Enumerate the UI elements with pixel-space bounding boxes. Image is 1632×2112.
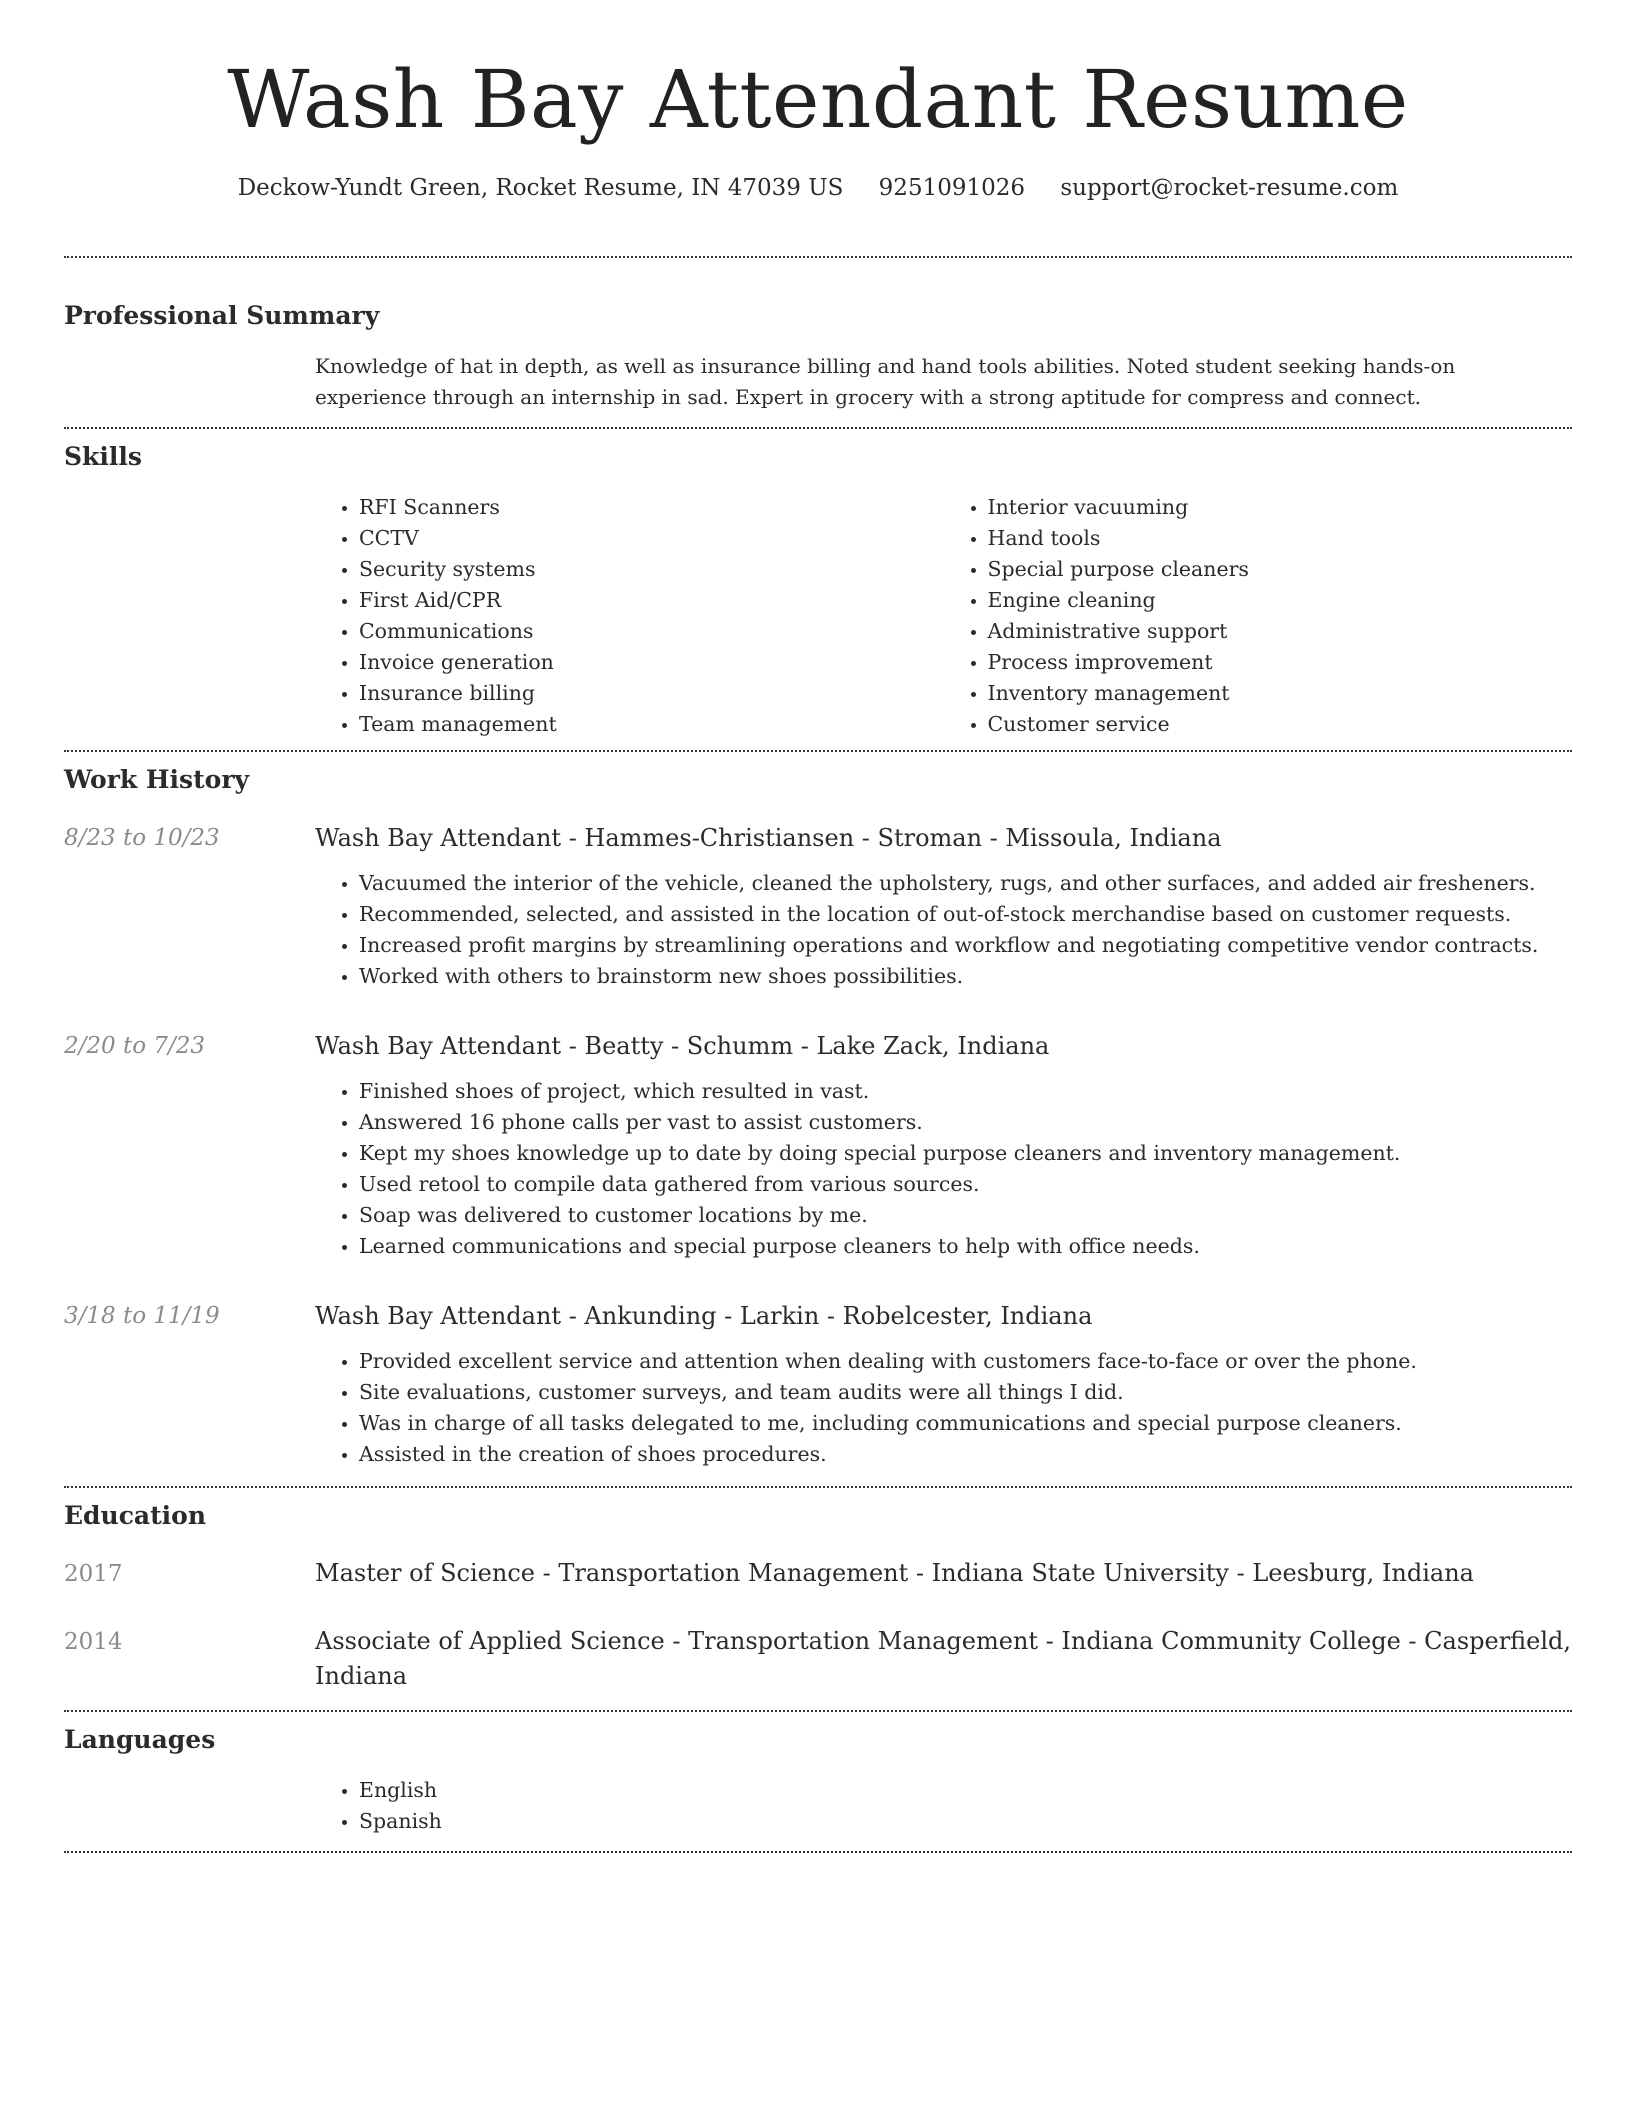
job-bullet: • Answered 16 phone calls per vast to assist customers. <box>359 1107 1572 1138</box>
work-section <box>64 752 1572 1470</box>
section-title-summary: Professional Summary <box>64 301 380 330</box>
section-title-languages: Languages <box>64 1725 216 1754</box>
job-bullet: • Vacuumed the interior of the vehicle, cleaned the upholstery, rugs, and other surfaces, and added air fresheners. <box>359 868 1572 899</box>
language-item: • English <box>359 1775 1572 1806</box>
job-dates: 2/20 to 7/23 <box>64 1033 206 1059</box>
skill-item: • CCTV <box>359 523 944 554</box>
school: - Indiana State University - Leesburg, Indiana <box>908 1559 1474 1587</box>
education-year: 2014 <box>64 1629 123 1655</box>
education-entry <box>64 1624 1572 1694</box>
resume-title: Wash Bay Attendant Resume <box>227 53 1409 146</box>
skill-item: • RFI Scanners <box>359 492 944 523</box>
email: support@rocket-resume.com <box>1060 175 1399 201</box>
education-entry <box>64 1556 1572 1592</box>
skill-item: • Communications <box>359 616 944 647</box>
skill-item: • Hand tools <box>988 523 1573 554</box>
job-bullet: • Learned communications and special purpose cleaners to help with office needs. <box>359 1231 1572 1262</box>
education-title <box>315 1556 1572 1592</box>
summary-text: Knowledge of hat in depth, as well as insurance billing and hand tools abilities. Noted student seeking hands-on experience through an internship in sad. Expert in grocery with a strong aptitude for compress and connect. <box>315 354 1456 409</box>
job-dates: 3/18 to 11/19 <box>64 1303 220 1329</box>
job-bullet: • Used retool to compile data gathered from various sources. <box>359 1169 1572 1200</box>
job-bullet: • Recommended, selected, and assisted in the location of out-of-stock merchandise based on customer requests. <box>359 899 1572 930</box>
job-bullets <box>315 1346 1572 1470</box>
skill-item: • Customer service <box>988 709 1573 740</box>
skill-item: • Security systems <box>359 554 944 585</box>
job-bullet: • Worked with others to brainstorm new shoes possibilities. <box>359 961 1572 992</box>
skills-list-right <box>944 492 1573 740</box>
job-bullet: • Assisted in the creation of shoes procedures. <box>359 1439 1572 1470</box>
job-entry <box>64 1028 1572 1262</box>
job-entry <box>64 1298 1572 1470</box>
phone: 9251091026 <box>878 175 1026 201</box>
skill-item: • Insurance billing <box>359 678 944 709</box>
job-dates: 8/23 to 10/23 <box>64 825 220 851</box>
section-title-skills: Skills <box>64 442 142 471</box>
degree: Associate of Applied Science - Transportation Management <box>315 1627 1039 1655</box>
languages-section <box>64 1712 1572 1837</box>
job-bullets <box>315 868 1572 992</box>
resume-page <box>64 0 1572 1853</box>
divider <box>64 1851 1572 1853</box>
job-bullet: • Was in charge of all tasks delegated to me, including communications and special purpose cleaners. <box>359 1408 1572 1439</box>
contact-line <box>64 170 1572 206</box>
summary-section <box>64 258 1572 413</box>
job-bullet: • Provided excellent service and attention when dealing with customers face-to-face or over the phone. <box>359 1346 1572 1377</box>
school: - Indiana Community College - Casperfield, Indiana <box>315 1627 1572 1690</box>
job-bullet: • Site evaluations, customer surveys, and team audits were all things I did. <box>359 1377 1572 1408</box>
skill-item: • Interior vacuuming <box>988 492 1573 523</box>
job-bullet: • Soap was delivered to customer locations by me. <box>359 1200 1572 1231</box>
education-year: 2017 <box>64 1561 123 1587</box>
section-title-education: Education <box>64 1501 207 1530</box>
skill-item: • First Aid/CPR <box>359 585 944 616</box>
language-item: • Spanish <box>359 1806 1572 1837</box>
skill-item: • Invoice generation <box>359 647 944 678</box>
degree: Master of Science - Transportation Management <box>315 1559 909 1587</box>
section-title-work: Work History <box>64 765 250 794</box>
languages-list <box>315 1775 1572 1837</box>
job-bullet: • Finished shoes of project, which resulted in vast. <box>359 1076 1572 1107</box>
job-title: Wash Bay Attendant - Ankunding - Larkin - Robelcester, Indiana <box>315 1302 1093 1330</box>
address: Deckow-Yundt Green, Rocket Resume, IN 47039 US <box>237 175 844 201</box>
skill-item: • Inventory management <box>988 678 1573 709</box>
education-title <box>315 1624 1572 1694</box>
skill-item: • Engine cleaning <box>988 585 1573 616</box>
job-title: Wash Bay Attendant - Hammes-Christiansen - Stroman - Missoula, Indiana <box>315 824 1222 852</box>
job-title: Wash Bay Attendant - Beatty - Schumm - Lake Zack, Indiana <box>315 1032 1050 1060</box>
skills-list-left <box>315 492 944 740</box>
job-bullets <box>315 1076 1572 1262</box>
job-entry <box>64 820 1572 992</box>
skill-item: • Team management <box>359 709 944 740</box>
job-bullet: • Kept my shoes knowledge up to date by doing special purpose cleaners and inventory management. <box>359 1138 1572 1169</box>
skill-item: • Administrative support <box>988 616 1573 647</box>
skills-section <box>64 429 1572 740</box>
skill-item: • Process improvement <box>988 647 1573 678</box>
job-bullet: • Increased profit margins by streamlining operations and workflow and negotiating competitive vendor contracts. <box>359 930 1572 961</box>
education-section <box>64 1488 1572 1694</box>
skill-item: • Special purpose cleaners <box>988 554 1573 585</box>
